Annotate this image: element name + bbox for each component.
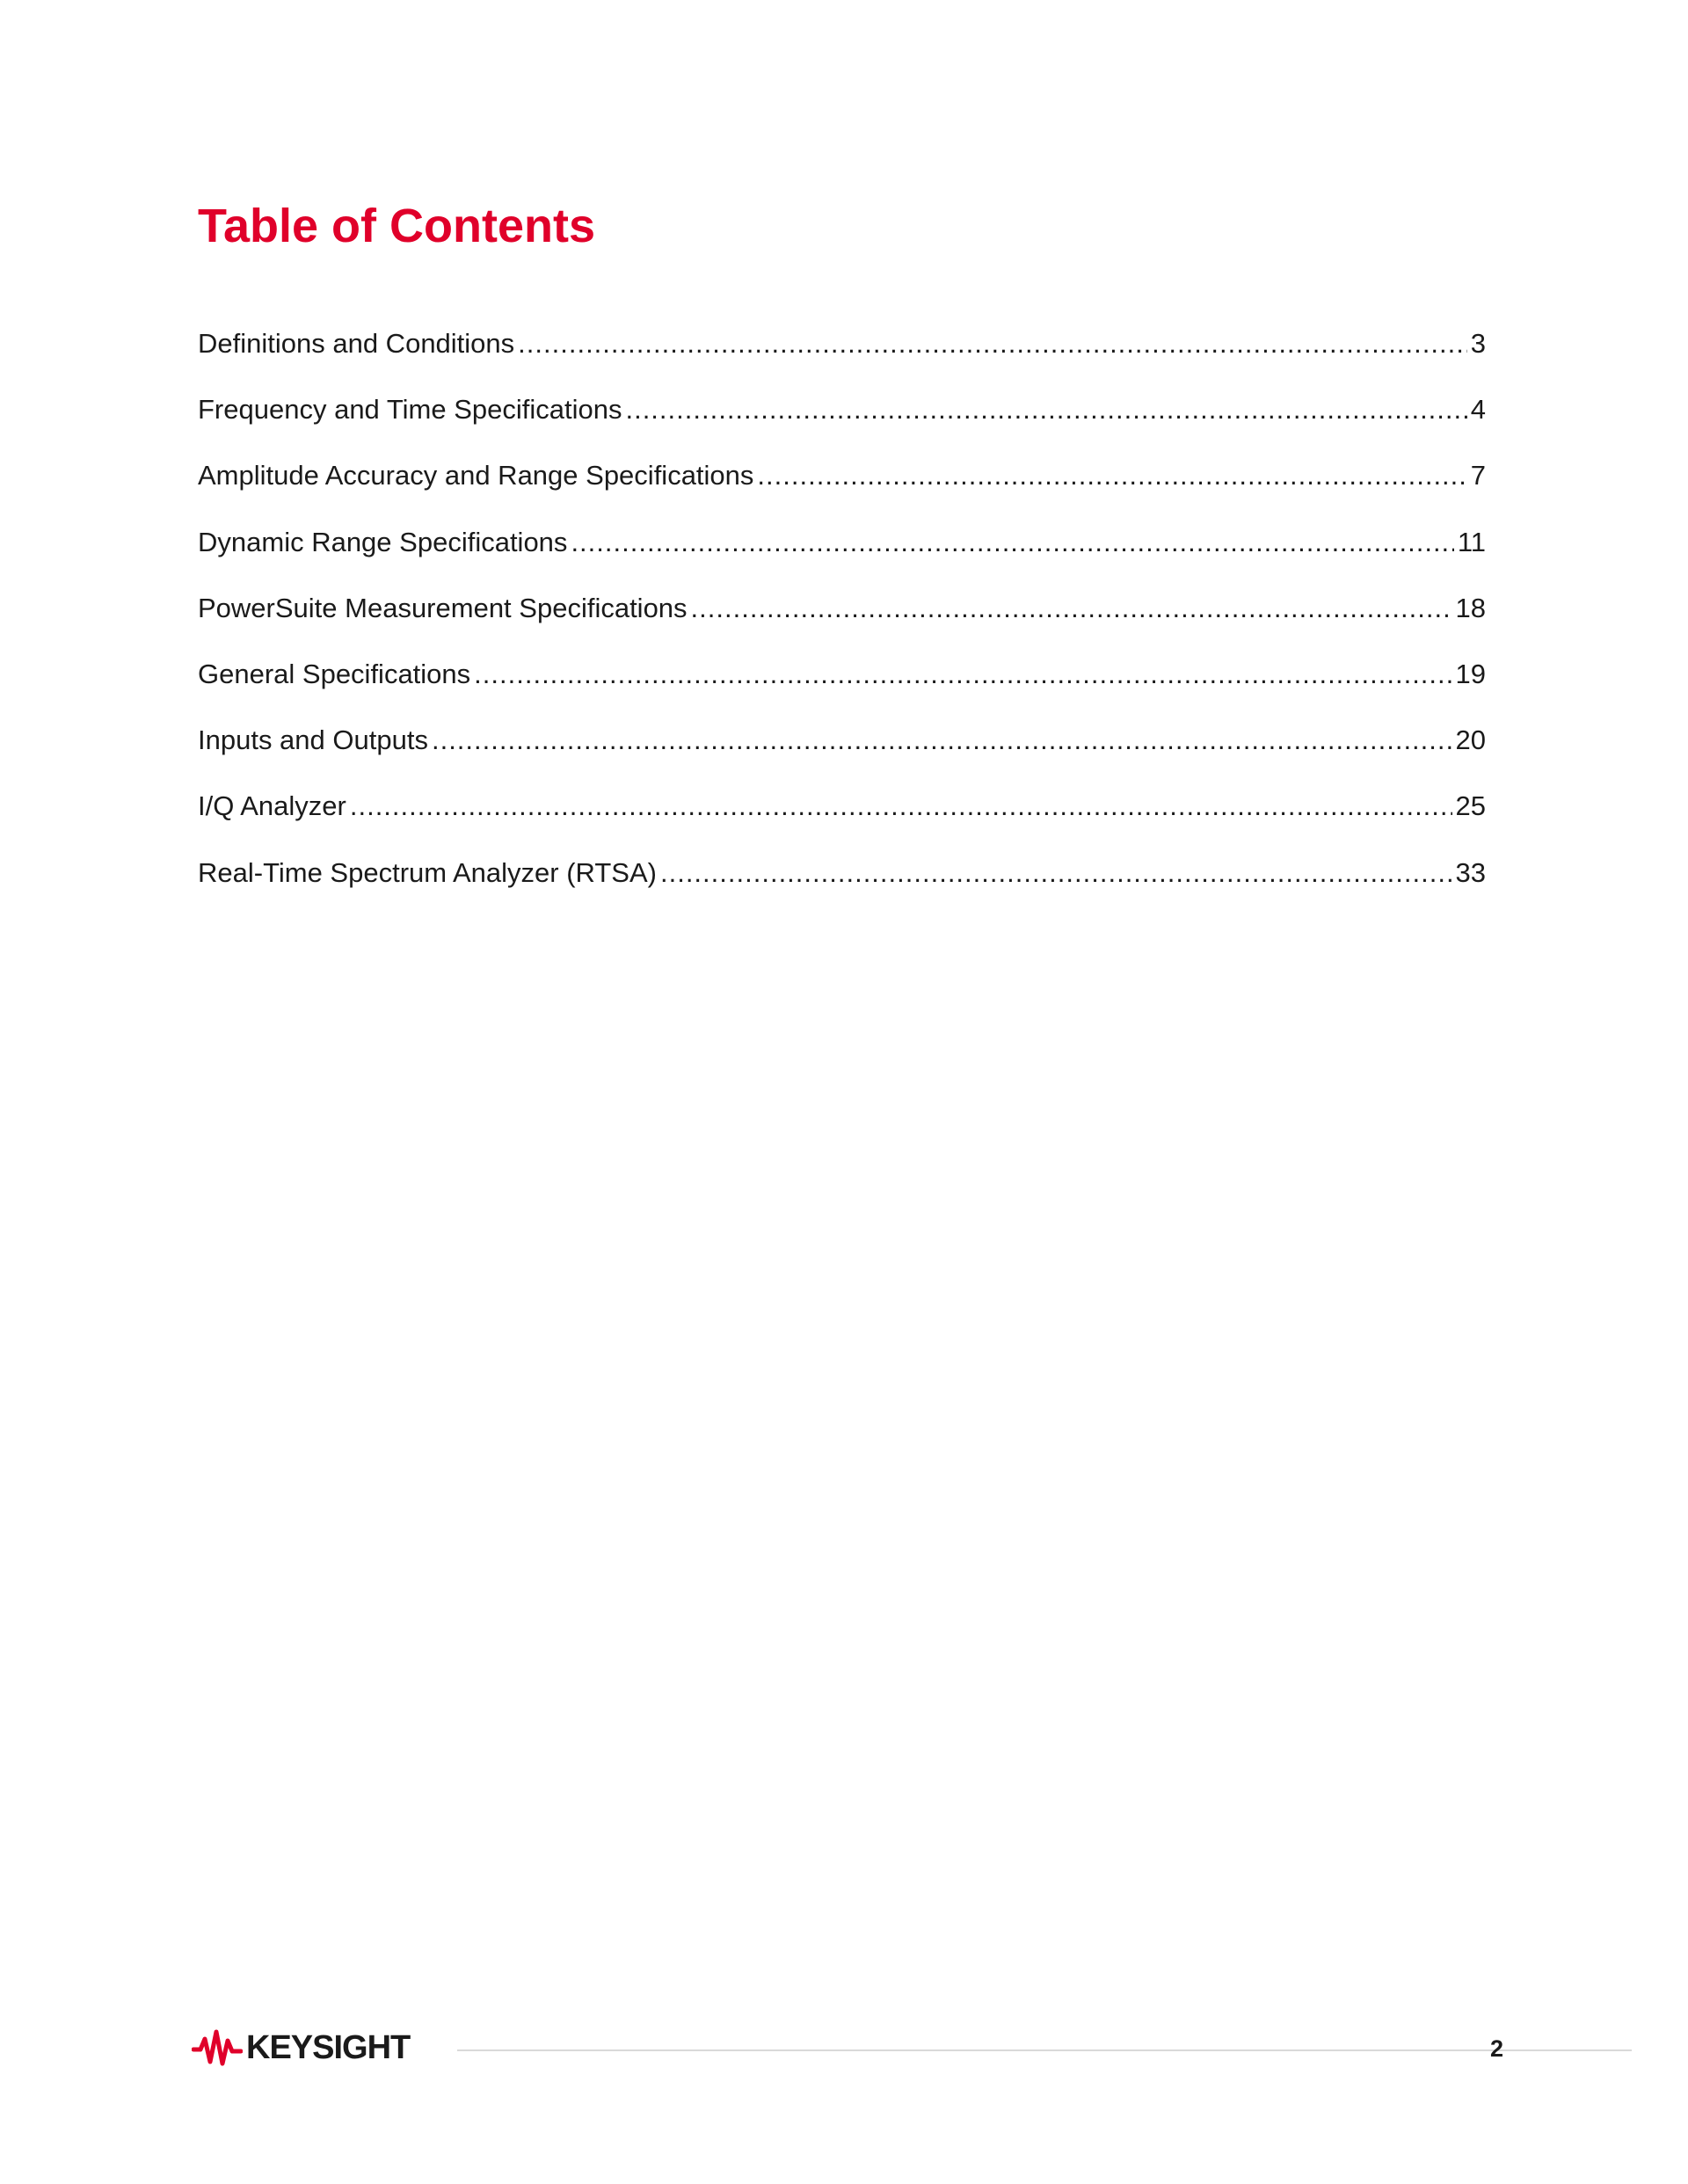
toc-entry-page: 4	[1470, 394, 1486, 426]
toc-entry-label: Definitions and Conditions	[198, 328, 515, 359]
toc-entry-page: 7	[1470, 460, 1486, 491]
toc-leader-dots	[474, 657, 1452, 692]
keysight-logo	[192, 2026, 410, 2070]
toc-entry-label: I/Q Analyzer	[198, 790, 346, 822]
keysight-wave-icon	[192, 2028, 243, 2067]
toc-entry-label: General Specifications	[198, 658, 471, 689]
toc-leader-dots	[625, 392, 1466, 427]
toc-leader-dots	[660, 855, 1452, 891]
toc-entry-page: 25	[1455, 790, 1486, 822]
table-of-contents	[198, 326, 1486, 921]
toc-leader-dots	[757, 458, 1466, 493]
footer-divider	[457, 2049, 1632, 2051]
toc-entry-label: Frequency and Time Specifications	[198, 394, 622, 426]
toc-entry-label: PowerSuite Measurement Specifications	[198, 592, 688, 623]
toc-entry-frequency-time[interactable]	[198, 392, 1486, 458]
page-title: Table of Contents	[198, 200, 595, 252]
toc-entry-label: Real-Time Spectrum Analyzer (RTSA)	[198, 856, 657, 888]
toc-entry-label: Inputs and Outputs	[198, 724, 428, 756]
toc-entry-label: Dynamic Range Specifications	[198, 526, 568, 557]
page-footer	[192, 2022, 1503, 2075]
toc-entry-definitions[interactable]	[198, 326, 1486, 392]
toc-leader-dots	[432, 723, 1452, 758]
toc-entry-page: 19	[1455, 658, 1486, 689]
toc-entry-page: 18	[1455, 592, 1486, 623]
brand-name: KEYSIGHT	[246, 2029, 411, 2066]
toc-entry-iq-analyzer[interactable]	[198, 789, 1486, 855]
toc-entry-label: Amplitude Accuracy and Range Specifications	[198, 460, 754, 491]
toc-entry-powersuite[interactable]	[198, 591, 1486, 657]
toc-entry-page: 33	[1455, 856, 1486, 888]
toc-leader-dots	[518, 326, 1467, 361]
toc-entry-page: 20	[1455, 724, 1486, 756]
toc-leader-dots	[571, 525, 1453, 560]
toc-entry-inputs-outputs[interactable]	[198, 723, 1486, 789]
toc-leader-dots	[691, 591, 1452, 626]
toc-entry-dynamic-range[interactable]	[198, 525, 1486, 591]
toc-entry-page: 11	[1457, 526, 1486, 557]
toc-entry-rtsa[interactable]	[198, 855, 1486, 921]
toc-leader-dots	[350, 789, 1452, 824]
page-number: 2	[1489, 2035, 1503, 2062]
toc-entry-page: 3	[1470, 328, 1486, 359]
toc-entry-amplitude-accuracy[interactable]	[198, 458, 1486, 524]
toc-entry-general[interactable]	[198, 657, 1486, 723]
